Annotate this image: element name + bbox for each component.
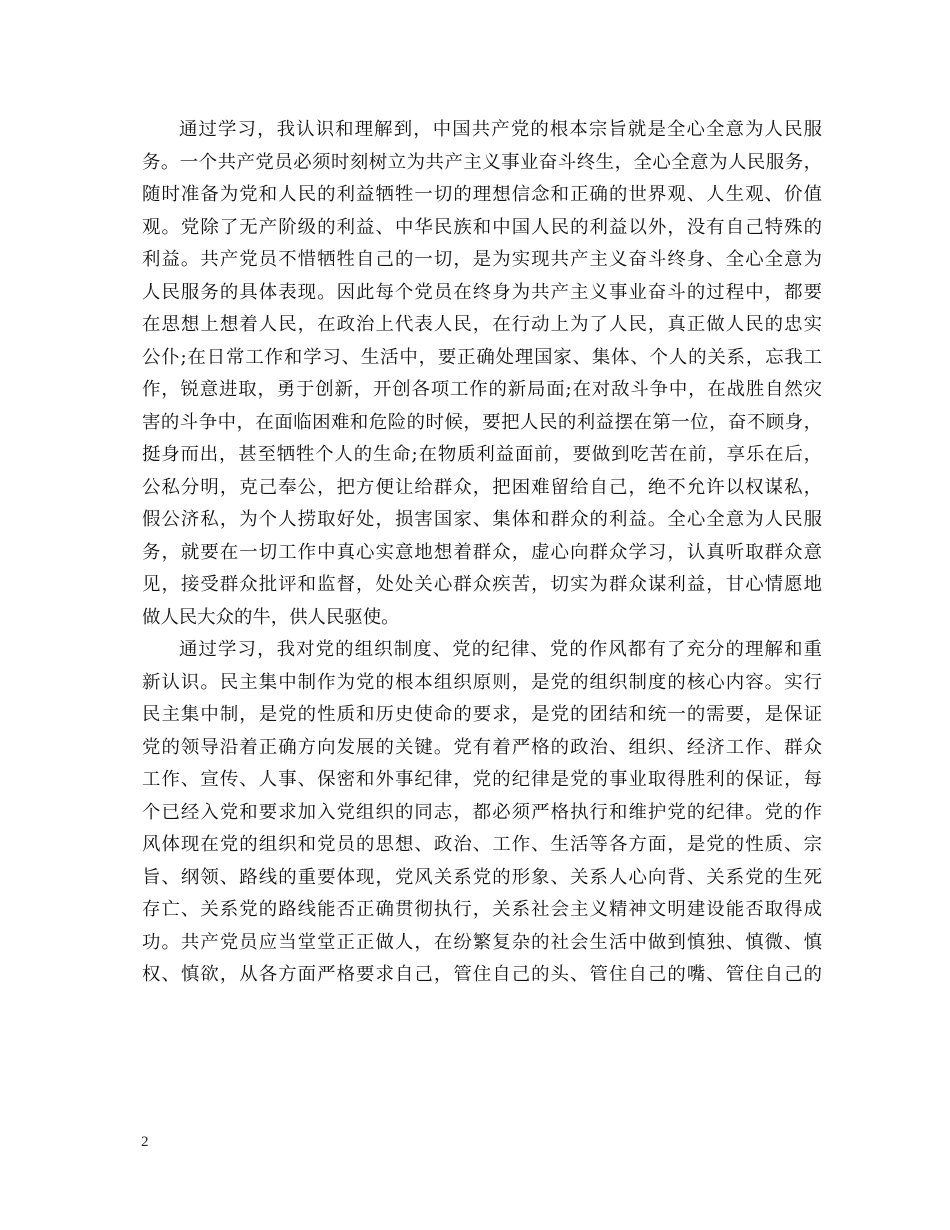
text-line: 民主集中制，是党的性质和历史使命的要求，是党的团结和统一的需要，是保证 <box>142 704 822 725</box>
text-line: 假公济私，为个人捞取好处，损害国家、集体和群众的利益。全心全意为人民服 <box>142 509 822 530</box>
text-line: 通过学习，我认识和理解到，中国共产党的根本宗旨就是全心全意为人民服 <box>179 119 822 140</box>
page-number: 2 <box>141 1134 149 1150</box>
text-line: 公私分明，克己奉公，把方便让给群众，把困难留给自己，绝不允许以权谋私， <box>142 476 822 498</box>
text-line: 务。一个共产党员必须时刻树立为共产主义事业奋斗终生，全心全意为人民服务， <box>142 151 822 173</box>
paragraph-2 <box>142 634 822 992</box>
text-line: 功。共产党员应当堂堂正正做人，在纷繁复杂的社会生活中做到慎独、慎微、慎 <box>142 931 822 953</box>
text-line: 务，就要在一切工作中真心实意地想着群众，虚心向群众学习，认真听取群众意 <box>142 541 822 563</box>
text-line: 党的领导沿着正确方向发展的关键。党有着严格的政治、组织、经济工作、群众 <box>142 736 822 758</box>
text-line: 作，锐意进取，勇于创新，开创各项工作的新局面;在对敌斗争中，在战胜自然灾 <box>142 379 822 400</box>
text-line: 挺身而出，甚至牺牲个人的生命;在物质利益面前，要做到吃苦在前，享乐在后， <box>142 444 822 465</box>
text-line: 新认识。民主集中制作为党的根本组织原则，是党的组织制度的核心内容。实行 <box>142 671 822 693</box>
text-line: 工作、宣传、人事、保密和外事纪律，党的纪律是党的事业取得胜利的保证，每 <box>142 769 822 790</box>
text-line: 公仆;在日常工作和学习、生活中，要正确处理国家、集体、个人的关系，忘我工 <box>142 346 822 368</box>
text-line: 风体现在党的组织和党员的思想、政治、工作、生活等各方面，是党的性质、宗 <box>142 834 822 855</box>
paragraph-1 <box>142 114 822 634</box>
text-line: 利益。共产党员不惜牺牲自己的一切，是为实现共产主义奋斗终身、全心全意为 <box>142 249 822 270</box>
text-line: 在思想上想着人民，在政治上代表人民，在行动上为了人民，真正做人民的忠实 <box>142 314 822 335</box>
text-line: 做人民大众的牛，供人民驱使。 <box>142 606 400 628</box>
text-line: 随时准备为党和人民的利益牺牲一切的理想信念和正确的世界观、人生观、价值 <box>142 184 822 205</box>
text-line: 个已经入党和要求加入党组织的同志，都必须严格执行和维护党的纪律。党的作 <box>142 801 822 823</box>
text-line: 通过学习，我对党的组织制度、党的纪律、党的作风都有了充分的理解和重 <box>179 639 822 660</box>
text-line: 害的斗争中，在面临困难和危险的时候，要把人民的利益摆在第一位，奋不顾身， <box>142 411 822 433</box>
text-line: 权、慎欲，从各方面严格要求自己，管住自己的头、管住自己的嘴、管住自己的 <box>142 964 822 985</box>
text-line: 存亡、关系党的路线能否正确贯彻执行，关系社会主义精神文明建设能否取得成 <box>142 899 822 920</box>
body-text <box>142 114 822 992</box>
text-line: 人民服务的具体表现。因此每个党员在终身为共产主义事业奋斗的过程中，都要 <box>142 281 822 303</box>
text-line: 见，接受群众批评和监督，处处关心群众疾苦，切实为群众谋利益，甘心情愿地 <box>142 574 822 595</box>
text-line: 旨、纲领、路线的重要体现，党风关系党的形象、关系人心向背、关系党的生死 <box>142 866 822 888</box>
text-line: 观。党除了无产阶级的利益、中华民族和中国人民的利益以外，没有自己特殊的 <box>142 216 822 238</box>
